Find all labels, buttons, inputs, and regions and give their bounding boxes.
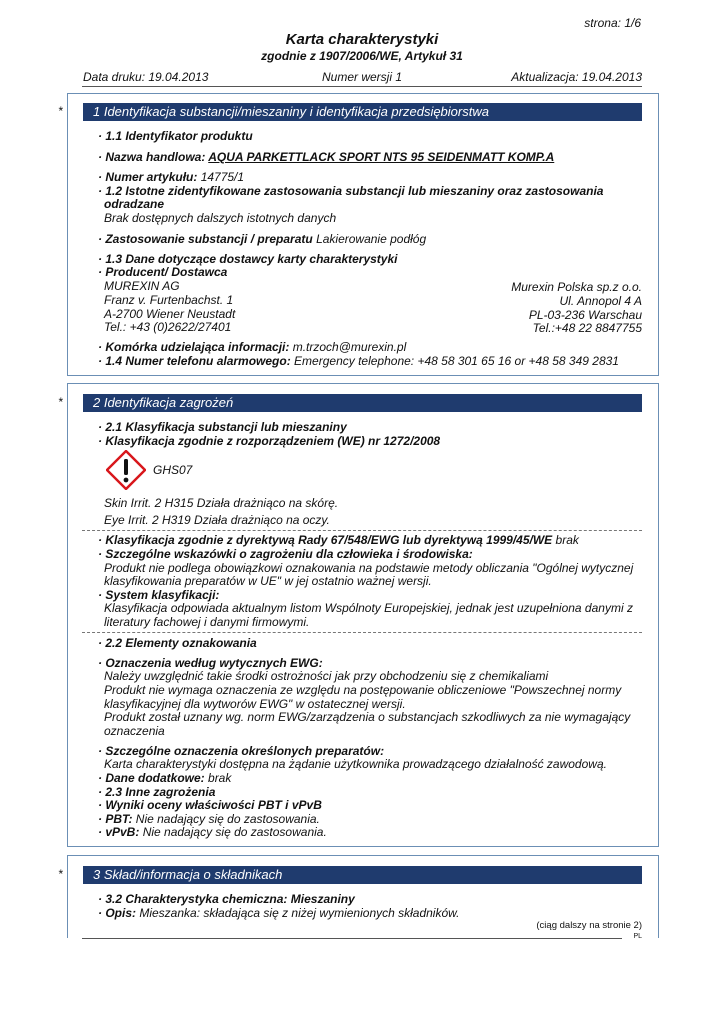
special-hazard-text-2: klasyfikowania preparatów w UE" w jej ostatnio ważnej wersji. (104, 574, 432, 588)
section-1-heading: 1 Identyfikacja substancji/mieszaniny i identyfikacja przedsiębiorstwa (83, 103, 642, 121)
page-number: strona: 1/6 (584, 16, 641, 30)
ewg-text-2: Produkt nie wymaga oznaczenia ze względu na postępowanie obliczeniowe "Powszechnej normy (104, 683, 622, 697)
document-title: Karta charakterystyki (285, 31, 439, 48)
special-preparations-text: Karta charakterystyki dostępna na żądanie użytkownika prowadzącego działalność zawodową. (104, 757, 607, 771)
description-value: Mieszanka: składająca się z niżej wymienionych składników. (139, 906, 460, 920)
change-mark: * (58, 867, 63, 881)
continued-note: (ciąg dalszy na stronie 2) (536, 920, 642, 931)
producer-phone: Tel.: +43 (0)2622/27401 (104, 320, 232, 334)
language-code: PL (633, 933, 642, 940)
classification-system-heading: · System klasyfikacji: (98, 588, 220, 602)
version-number: Numer wersji 1 (322, 70, 403, 84)
identified-uses-heading-cont: odradzane (104, 197, 165, 211)
chemical-characterization: · 3.2 Charakterystyka chemiczna: Mieszaniny (98, 892, 355, 906)
eye-irritation: Eye Irrit. 2 H319 Działa drażniąco na oczy. (104, 513, 330, 527)
emergency-phone (98, 355, 619, 369)
classification-heading: · 2.1 Klasyfikacja substancji lub mieszaniny (98, 420, 347, 434)
distributor-city: PL-03-236 Warschau (528, 308, 642, 322)
producer-street: Franz v. Furtenbachst. 1 (104, 293, 234, 307)
article-number (98, 171, 244, 185)
product-use-value: Lakierowanie podłóg (316, 232, 427, 246)
footer-divider (82, 938, 622, 939)
distributor-street: Ul. Annopol 4 A (559, 294, 642, 308)
special-hazard-heading: · Szczególne wskazówki o zagrożeniu dla człowieka i środowiska: (98, 547, 473, 561)
vpvb-value: Nie nadający się do zastosowania. (142, 825, 327, 839)
additional-data-value: brak (208, 771, 232, 785)
info-contact (98, 341, 406, 355)
header-divider (82, 86, 642, 87)
pbt-value: Nie nadający się do zastosowania. (135, 812, 320, 826)
ghs07-exclamation-icon (106, 450, 146, 490)
section-2-heading: 2 Identyfikacja zagrożeń (83, 394, 642, 412)
trade-name-label: · Nazwa handlowa: (98, 150, 209, 164)
vpvb-label: · vPvB: (98, 825, 143, 839)
ewg-text-1: Należy uwzględnić takie środki ostrożności jak przy obchodzeniu się z chemikaliami (104, 669, 549, 683)
trade-name-value: AQUA PARKETTLACK SPORT NTS 95 SEIDENMATT KOMP.A (208, 150, 555, 164)
identified-uses-heading: · 1.2 Istotne zidentyfikowane zastosowania substancji lub mieszaniny oraz zastosowania (98, 184, 604, 198)
classification-system-text-2: literatury fachowej i danymi firmowymi. (104, 615, 310, 629)
ewg-text-5: oznaczenia (104, 724, 165, 738)
description (98, 907, 460, 921)
print-date: Data druku: 19.04.2013 (83, 70, 209, 84)
vpvb-result (98, 826, 327, 840)
additional-data (98, 772, 231, 786)
article-number-value: 14775/1 (200, 170, 245, 184)
identified-uses-text: Brak dostępnych dalszych istotnych danych (104, 211, 337, 225)
divider (82, 530, 642, 531)
pbt-assessment-heading: · Wyniki oceny właściwości PBT i vPvB (98, 798, 322, 812)
directive-classification (98, 534, 579, 548)
update-date: Aktualizacja: 19.04.2013 (511, 70, 642, 84)
ghs-code: GHS07 (153, 463, 193, 477)
trade-name (98, 151, 554, 165)
special-preparations-heading: · Szczególne oznaczenia określonych preparatów: (98, 744, 385, 758)
divider (82, 632, 642, 633)
emergency-phone-value: Emergency telephone: +48 58 301 65 16 or +48 58 349 2831 (294, 354, 619, 368)
additional-data-label: · Dane dodatkowe: (98, 771, 209, 785)
directive-classification-label: · Klasyfikacja zgodnie z dyrektywą Rady 67/548/EWG lub dyrektywą 1999/45/WE (98, 533, 556, 547)
supplier-heading: · 1.3 Dane dotyczące dostawcy karty charakterystyki (98, 252, 398, 266)
distributor-phone: Tel.:+48 22 8847755 (532, 321, 642, 335)
product-use-label: · Zastosowanie substancji / preparatu (98, 232, 317, 246)
distributor-name: Murexin Polska sp.z o.o. (511, 280, 642, 294)
pbt-label: · PBT: (98, 812, 136, 826)
change-mark: * (58, 395, 63, 409)
label-elements-heading: · 2.2 Elementy oznakowania (98, 636, 257, 650)
other-hazards-heading: · 2.3 Inne zagrożenia (98, 785, 216, 799)
product-identifier-heading: · 1.1 Identyfikator produktu (98, 129, 253, 143)
directive-classification-value: brak (555, 533, 579, 547)
skin-irritation: Skin Irrit. 2 H315 Działa drażniąco na skórę. (104, 496, 339, 510)
special-hazard-text-1: Produkt nie podlega obowiązkowi oznakowania na podstawie metody obliczania "Ogólnej wytycznej (104, 561, 634, 575)
producer-name: MUREXIN AG (104, 279, 180, 293)
classification-system-text-1: Klasyfikacja odpowiada aktualnym listom Wspólnoty Europejskiej, jednak jest uzupełniona danymi z (104, 601, 633, 615)
document-subtitle: zgodnie z 1907/2006/WE, Artykuł 31 (261, 49, 463, 63)
info-contact-email[interactable]: m.trzoch@murexin.pl (292, 340, 407, 354)
section-3-heading: 3 Skład/informacja o składnikach (83, 866, 642, 884)
ewg-text-3: klasyfikacyjnej dla wytworów EWG" w ostatecznej wersji. (104, 697, 406, 711)
clp-classification-heading: · Klasyfikacja zgodnie z rozporządzeniem (WE) nr 1272/2008 (98, 434, 441, 448)
ewg-text-4: Produkt został uznany wg. norm EWG/zarządzenia o substancjach szkodliwych za nie wymagający (104, 710, 631, 724)
product-use (98, 233, 426, 247)
producer-label: · Producent/ Dostawca (98, 265, 228, 279)
ewg-labelling-heading: · Oznaczenia według wytycznych EWG: (98, 656, 323, 670)
info-contact-label: · Komórka udzielająca informacji: (98, 340, 293, 354)
article-number-label: · Numer artykułu: (98, 170, 201, 184)
change-mark: * (58, 104, 63, 118)
producer-city: A-2700 Wiener Neustadt (104, 307, 236, 321)
description-label: · Opis: (98, 906, 140, 920)
emergency-phone-label: · 1.4 Numer telefonu alarmowego: (98, 354, 295, 368)
